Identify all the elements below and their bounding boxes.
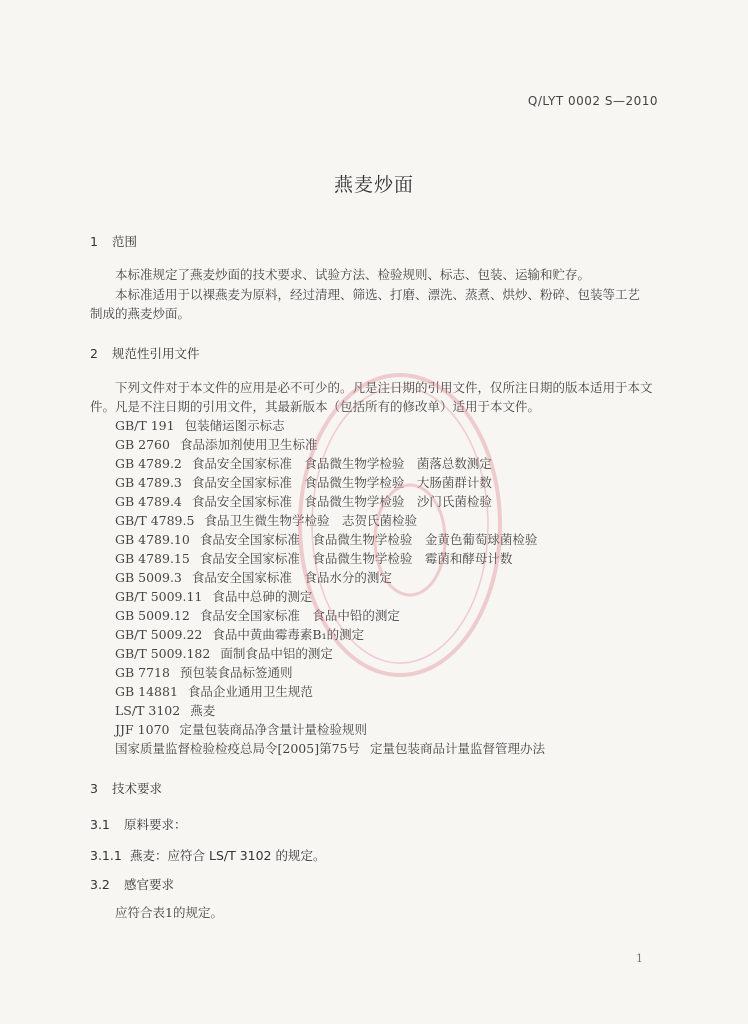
section-heading-sensory [90,875,174,893]
reference-item [115,530,545,549]
section-heading-raw-material [90,815,187,833]
section-number: 3 [90,781,98,796]
reference-code: GB 14881 [115,684,178,699]
reference-title: 食品安全国家标准 食品中铅的测定 [199,608,400,623]
reference-code: GB 2760 [115,437,170,452]
reference-title: 预包装食品标签通则 [179,665,293,680]
reference-item [115,549,545,568]
section-heading-technical [90,779,162,797]
page-number: 1 [636,952,643,965]
standard-code: Q/LYT 0002 S—2010 [527,94,658,108]
document-title: 燕麦炒面 [333,174,414,196]
scope-paragraph-2 [90,285,660,304]
reference-title: 燕麦 [190,703,216,718]
normative-intro-line-2: 件。凡是不注日期的引用文件，其最新版本（包括所有的修改单）适用于本文件。 [90,399,541,414]
scope-paragraph-2-line-2: 制成的燕麦炒面。 [90,306,191,321]
reference-title: 食品中总砷的测定 [212,589,313,604]
scope-paragraph-1: 本标准规定了燕麦炒面的技术要求、试验方法、检验规则、标志、包装、运输和贮存。 [115,267,591,282]
reference-code: GB 4789.2 [115,456,182,471]
reference-code: GB/T 5009.11 [115,589,203,604]
reference-code: GB 4789.10 [115,532,190,547]
section-title: 感官要求 [124,877,175,892]
reference-item [115,701,545,720]
reference-code: GB 5009.3 [115,570,182,585]
scope-paragraph-2-line-1: 本标准适用于以裸燕麦为原料，经过清理、筛选、打磨、漂洗、蒸煮、烘炒、粉碎、包装等工艺 [115,287,641,302]
reference-title: 定量包装商品计量监督管理办法 [369,741,545,756]
reference-title: 定量包装商品净含量计量检验规则 [179,722,367,737]
section-title: 技术要求 [112,781,163,796]
reference-title: 食品安全国家标准 食品微生物学检验 霉菌和酵母计数 [199,551,513,566]
reference-item [115,644,545,663]
normative-intro-line-1: 下列文件对于本文件的应用是必不可少的。凡是注日期的引用文件，仅所注日期的版本适用于本文 [115,380,653,395]
reference-title: 包装储运图示标志 [184,418,285,433]
section-number: 1 [90,234,98,249]
section-title: 燕麦：应符合 LS/T 3102 的规定。 [130,848,326,863]
section-heading-oats [90,846,325,864]
section-heading-normative [90,344,200,362]
reference-item [115,663,545,682]
reference-code: GB 4789.4 [115,494,182,509]
reference-title: 食品中黄曲霉毒素B₁的测定 [212,627,365,642]
reference-code: GB 5009.12 [115,608,190,623]
reference-title: 食品安全国家标准 食品微生物学检验 大肠菌群计数 [191,475,492,490]
reference-item [115,492,545,511]
section-title: 范围 [112,234,138,249]
section-title: 原料要求： [124,817,187,832]
reference-item [115,568,545,587]
sensory-paragraph: 应符合表1的规定。 [115,905,223,920]
reference-code: GB/T 191 [115,418,175,433]
reference-code: GB 4789.3 [115,475,182,490]
reference-item [115,720,545,739]
reference-title: 食品添加剂使用卫生标准 [179,437,318,452]
reference-item [115,416,545,435]
section-number: 3.2 [90,877,110,892]
section-title: 规范性引用文件 [112,346,200,361]
reference-code: 国家质量监督检验检疫总局令[2005]第75号 [115,741,360,756]
reference-item [115,625,545,644]
reference-code: GB 7718 [115,665,170,680]
section-heading-scope [90,232,137,250]
reference-title: 食品安全国家标准 食品微生物学检验 菌落总数测定 [191,456,492,471]
reference-item [115,454,545,473]
reference-title: 食品卫生微生物学检验 志贺氏菌检验 [204,513,417,528]
reference-item [115,435,545,454]
reference-code: GB/T 5009.182 [115,646,211,661]
reference-item [115,682,545,701]
reference-item [115,739,545,758]
section-number: 3.1 [90,817,110,832]
reference-code: LS/T 3102 [115,703,181,718]
reference-item [115,473,545,492]
reference-code: GB 4789.15 [115,551,190,566]
reference-item [115,511,545,530]
reference-title: 食品企业通用卫生规范 [187,684,313,699]
reference-list [115,416,545,758]
reference-title: 面制食品中铝的测定 [220,646,333,661]
section-number: 3.1.1 [90,848,122,863]
reference-code: GB/T 5009.22 [115,627,203,642]
reference-code: JJF 1070 [115,722,170,737]
reference-title: 食品安全国家标准 食品微生物学检验 金黄色葡萄球菌检验 [199,532,538,547]
reference-code: GB/T 4789.5 [115,513,195,528]
reference-title: 食品安全国家标准 食品微生物学检验 沙门氏菌检验 [191,494,492,509]
section-number: 2 [90,346,98,361]
reference-item [115,606,545,625]
reference-item [115,587,545,606]
reference-title: 食品安全国家标准 食品水分的测定 [191,570,392,585]
